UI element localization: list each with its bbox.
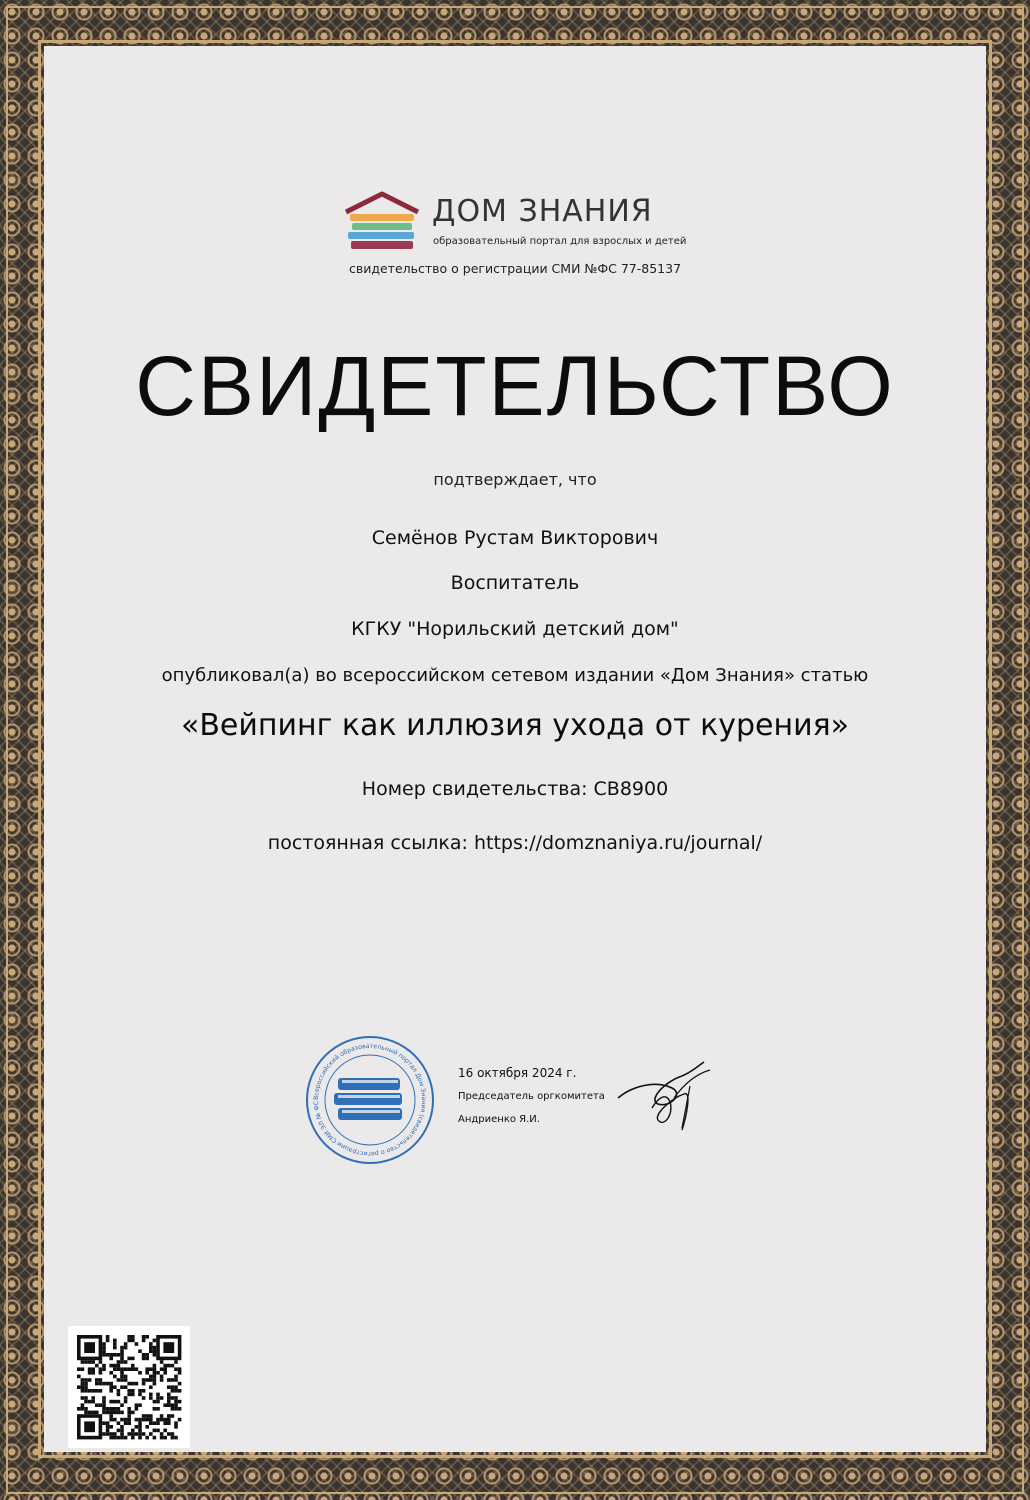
article-title: «Вейпинг как иллюзия ухода от курения» — [181, 708, 849, 743]
handwritten-signature — [612, 1058, 716, 1134]
logo-tagline: образовательный портал для взрослых и детей — [433, 236, 687, 247]
signoff-name: Андриенко Я.И. — [458, 1114, 540, 1125]
certificate-paper — [44, 46, 986, 1452]
certificate-number: Номер свидетельства: СВ8900 — [361, 778, 669, 800]
media-registration: свидетельство о регистрации СМИ №ФС 77-85137 — [348, 261, 682, 276]
books-house-icon — [342, 190, 422, 252]
person-position: Воспитатель — [450, 572, 580, 594]
published-text: опубликовал(а) во всероссийском сетевом издании «Дом Знания» статью — [161, 665, 869, 686]
official-seal — [304, 1034, 436, 1166]
permanent-link: постоянная ссылка: https://domznaniya.ru/journal/ — [267, 832, 763, 854]
seal-ring-text: Всероссийский образовательный портал Дом Знания (свидетельство о регистрации СМИ ЭЛ № ФС — [312, 1042, 428, 1158]
site-logo — [342, 190, 702, 256]
books-stack-icon — [334, 1078, 402, 1120]
signoff-role: Председатель оргкомитета — [458, 1091, 605, 1102]
qr-code-icon — [68, 1326, 190, 1448]
person-name: Семёнов Рустам Викторович — [371, 527, 659, 549]
certificate-title: СВИДЕТЕЛЬСТВО — [135, 339, 895, 433]
logo-title: ДОМ ЗНАНИЯ — [432, 194, 653, 229]
qr-code[interactable] — [68, 1326, 190, 1448]
organization: КГКУ "Норильский детский дом" — [351, 618, 679, 640]
confirms-text: подтверждает, что — [433, 470, 597, 489]
signoff-date: 16 октября 2024 г. — [458, 1066, 577, 1080]
